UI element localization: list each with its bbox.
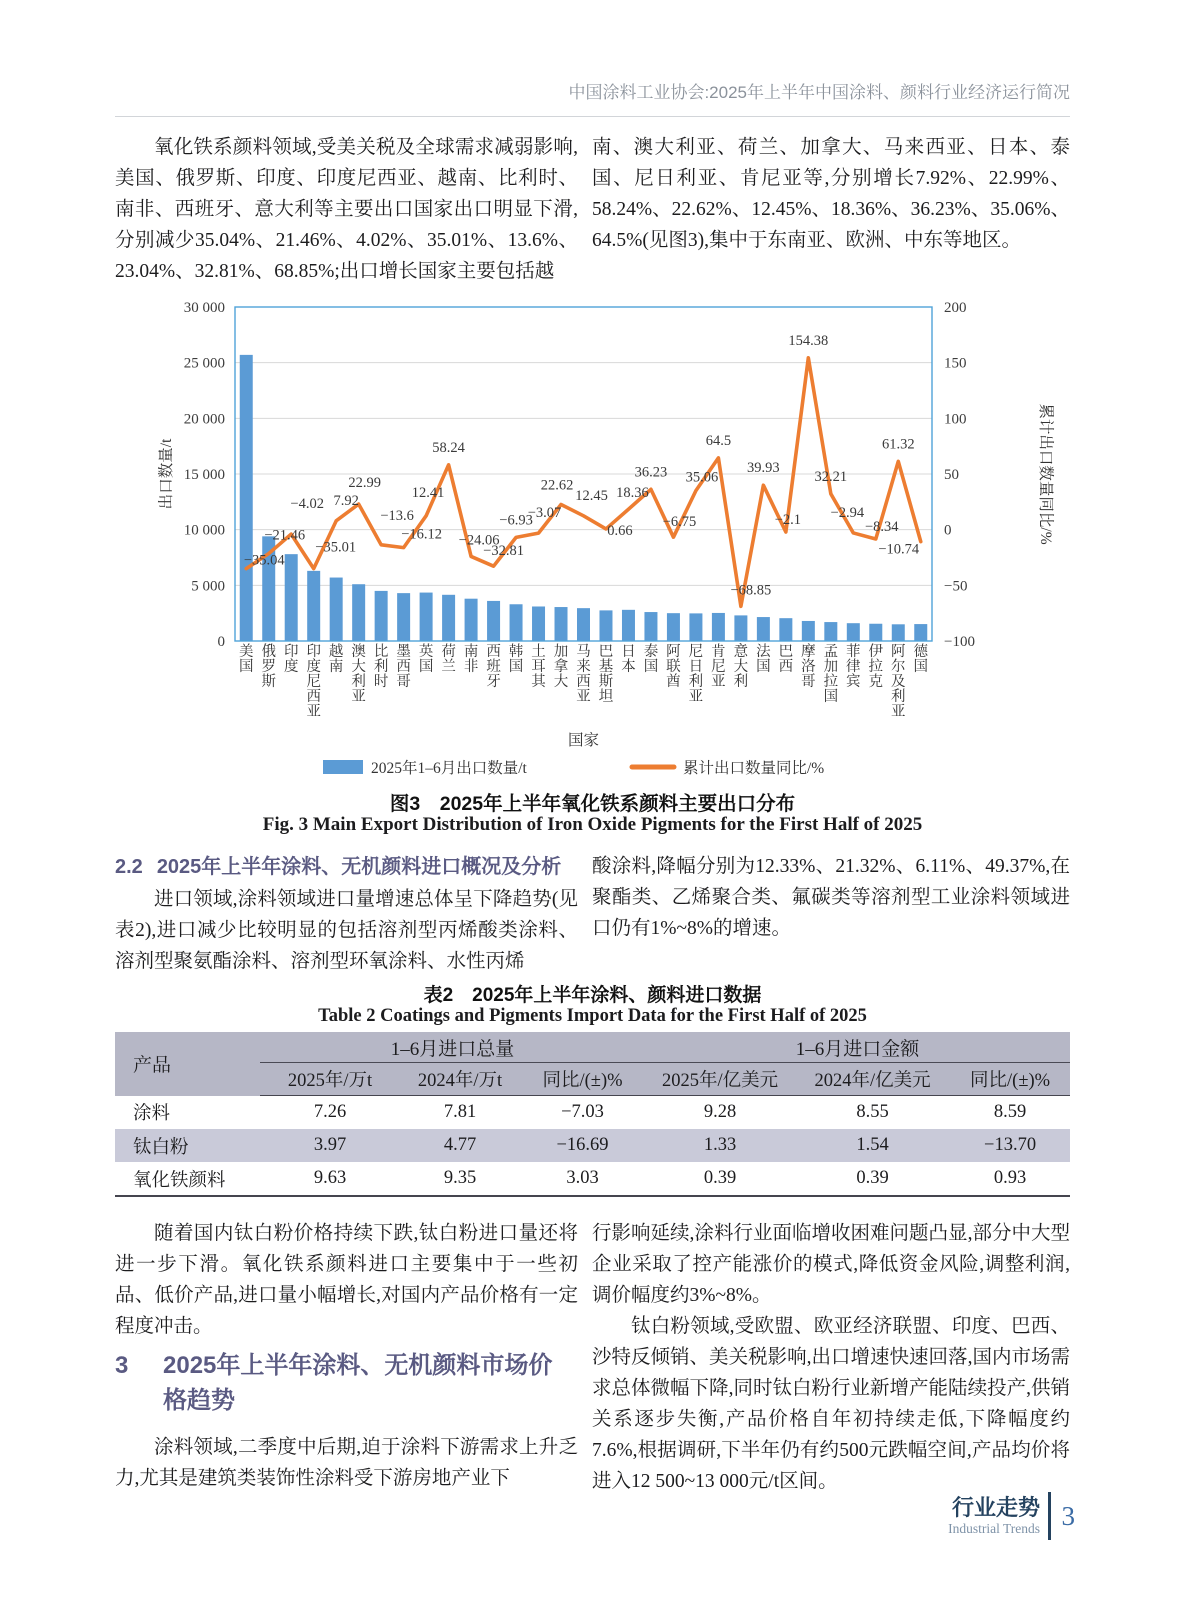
- category-label: 日本: [621, 644, 636, 675]
- left-axis-title: 出口数量/t: [158, 438, 175, 510]
- category-label: 泰国: [643, 644, 659, 675]
- section-3-number: 3: [115, 1352, 129, 1379]
- table-cell: 7.26: [313, 1102, 347, 1122]
- line-data-label: 12.41: [411, 484, 445, 501]
- table-cell: 0.39: [703, 1168, 737, 1188]
- right-axis-tick: −50: [944, 578, 968, 595]
- line-data-label: −35.01: [315, 539, 357, 556]
- legend-bar-label: 2025年1–6月出口数量/t: [371, 760, 527, 777]
- bar: [240, 355, 253, 641]
- intro-paragraph-right: 南、澳大利亚、荷兰、加拿大、马来西亚、日本、泰国、尼日利亚、肯尼亚等,分别增长7.92%、22.99%、58.24%、22.62%、12.45%、18.36%、36.23%、35.06%、64.5%(见图3),集中于东南亚、欧洲、中东等地区。: [592, 137, 1070, 251]
- bar: [555, 607, 568, 641]
- section-2-2-number: 2.2: [115, 856, 143, 878]
- right-axis-tick: −100: [944, 634, 975, 650]
- category-label: 阿联酋: [666, 644, 681, 690]
- right-axis-tick: 0: [944, 522, 952, 539]
- product-name: 氧化铁颜料: [133, 1170, 226, 1191]
- category-label: 荷兰: [441, 644, 456, 675]
- line-data-label: −4.02: [290, 496, 324, 513]
- imports-table: [115, 1032, 1070, 1197]
- line-data-label: −21.46: [264, 527, 306, 544]
- line-data-label: 61.32: [881, 436, 915, 453]
- line-data-label: 39.93: [747, 460, 780, 477]
- header-rule: [115, 116, 1070, 117]
- table2-container: [115, 1032, 1070, 1197]
- lower-paragraph-right-2: 钛白粉领域,受欧盟、欧亚经济联盟、印度、巴西、沙特反倾销、美关税影响,出口增速快速回落,国内市场需求总体微幅下降,同时钛白粉行业新增产能陆续投产,供销关系逐步失衡,产品价格自年初持续走低,下降幅度约7.6%,根据调研,下半年仍有约500元跌幅空间,产品均价将进入12 500~13 000元/t区间。: [592, 1316, 1070, 1492]
- line-data-label: −24.06: [458, 532, 500, 549]
- bar: [352, 584, 365, 641]
- table-cell: −16.69: [520, 1129, 645, 1162]
- table-row: [115, 1162, 1070, 1196]
- category-label: 巴西: [778, 644, 794, 675]
- bar: [689, 613, 702, 641]
- line-data-label: 0.66: [607, 522, 633, 539]
- col-header-2025t: 2025年/万t: [260, 1063, 400, 1096]
- col-header-yoy-volume: 同比/(±)%: [520, 1063, 645, 1096]
- left-axis-tick: 15 000: [183, 467, 225, 483]
- line-data-label: 64.5: [705, 432, 732, 449]
- bar: [465, 599, 478, 641]
- category-label: 阿尔及利亚: [891, 644, 906, 720]
- lower-column-right: [592, 1218, 1070, 1497]
- bar: [757, 617, 770, 641]
- intro-paragraph-left: 氧化铁系颜料领域,受美关税及全球需求减弱影响,美国、俄罗斯、印度、印度尼西亚、越南、比利时、南非、西班牙、意大利等主要出口国家出口明显下滑,分别减少35.04%、21.46%、4.02%、35.01%、13.6%、23.04%、32.81%、68.85%;出口增长国家主要包括越: [115, 137, 578, 282]
- category-label: 土耳其: [531, 644, 546, 690]
- bar: [712, 613, 725, 641]
- left-axis-tick: 30 000: [183, 300, 225, 316]
- line-data-label: 35.06: [685, 469, 719, 486]
- bar: [442, 595, 455, 641]
- category-label: 法国: [756, 644, 771, 675]
- line-data-label: 22.99: [348, 475, 381, 492]
- table-cell: 8.59: [993, 1102, 1027, 1122]
- running-header: 中国涂料工业协会:2025年上半年中国涂料、颜料行业经济运行简况: [568, 83, 1070, 102]
- bar: [577, 608, 590, 641]
- table-cell: 0.93: [993, 1168, 1027, 1188]
- table-row: [115, 1129, 1070, 1162]
- line-data-label: 58.24: [432, 439, 465, 456]
- table-cell: 9.35: [443, 1168, 477, 1188]
- page-number: 3: [1061, 1500, 1075, 1531]
- table-row: [115, 1096, 1070, 1130]
- left-axis-tick: 25 000: [183, 355, 225, 372]
- table-cell: 9.28: [703, 1102, 737, 1122]
- category-label: 韩国: [508, 644, 524, 675]
- line-data-label: 22.62: [540, 477, 574, 494]
- category-label: 美国: [238, 644, 254, 675]
- line-data-label: 36.23: [634, 464, 668, 481]
- legend-bar-swatch: [323, 760, 363, 774]
- table-cell: 7.81: [443, 1102, 477, 1122]
- left-axis-tick: 20 000: [183, 411, 225, 428]
- category-label: 摩洛哥: [801, 644, 816, 690]
- category-label: 巴基斯坦: [598, 644, 614, 705]
- category-label: 伊拉克: [868, 644, 884, 690]
- table-cell: 4.77: [400, 1129, 520, 1162]
- bar: [869, 624, 882, 641]
- line-data-label: −16.12: [401, 526, 443, 543]
- table-cell: 3.03: [566, 1168, 599, 1188]
- line-data-label: −6.75: [662, 514, 697, 531]
- bar: [667, 613, 680, 641]
- line-data-label: 12.45: [575, 487, 608, 504]
- group-header-volume: 1–6月进口总量: [260, 1032, 645, 1063]
- line-data-label: −13.6: [380, 507, 414, 524]
- bar: [397, 593, 410, 641]
- category-label: 尼日利亚: [688, 644, 704, 705]
- bar: [510, 604, 523, 641]
- line-data-label: 32.21: [814, 468, 848, 485]
- bar: [285, 554, 298, 641]
- right-axis-tick: 150: [944, 355, 967, 372]
- category-label: 印度尼西亚: [306, 644, 321, 720]
- bar: [532, 606, 545, 641]
- category-label: 加拿大: [553, 644, 569, 690]
- lower-paragraph-left-2: 涂料领域,二季度中后期,迫于涂料下游需求上升乏力,尤其是建筑类装饰性涂料受下游房地产业下: [115, 1437, 578, 1489]
- line-data-label: −6.93: [499, 512, 533, 529]
- figure3-caption-en: Fig. 3 Main Export Distribution of Iron Oxide Pigments for the First Half of 2025: [262, 814, 923, 835]
- lower-paragraph-left-1: 随着国内钛白粉价格持续下跌,钛白粉进口量还将进一步下滑。氧化铁系颜料进口主要集中于一些初品、低价产品,进口量小幅增长,对国内产品价格有一定程度冲击。: [115, 1223, 578, 1337]
- line-data-label: −32.81: [483, 543, 524, 560]
- table-cell: 1.33: [645, 1129, 795, 1162]
- category-label: 墨西哥: [396, 644, 411, 690]
- table-cell: 0.39: [856, 1168, 889, 1188]
- category-label: 越南: [328, 644, 344, 675]
- bar: [644, 612, 657, 641]
- line-data-label: −2.94: [830, 504, 865, 521]
- footer-divider: [1048, 1492, 1051, 1540]
- col-header-2024usd: 2024年/亿美元: [795, 1063, 950, 1096]
- bar: [824, 622, 837, 641]
- table-cell: −7.03: [561, 1102, 604, 1122]
- bar: [734, 615, 747, 641]
- right-axis-tick: 100: [944, 411, 967, 428]
- line-data-label: −35.04: [243, 552, 285, 569]
- footer-rubric: [948, 1496, 1040, 1537]
- table2-caption-zh: 表2 2025年上半年涂料、颜料进口数据: [423, 985, 762, 1006]
- category-label: 南非: [463, 644, 479, 675]
- category-label: 印度: [283, 644, 299, 675]
- bar: [487, 601, 500, 641]
- line-data-label: −10.74: [878, 541, 920, 558]
- figure3-caption-zh: 图3 2025年上半年氧化铁系颜料主要出口分布: [389, 793, 796, 815]
- category-label: 澳大利亚: [351, 644, 366, 705]
- bar: [375, 591, 388, 641]
- footer-rubric-zh: 行业走势: [951, 1494, 1040, 1520]
- line-data-label: −8.34: [865, 518, 899, 535]
- category-label: 孟加拉国: [823, 644, 839, 705]
- export-combo-chart: [127, 290, 1075, 778]
- col-header-2024t: 2024年/万t: [400, 1063, 520, 1096]
- table2-caption-en: Table 2 Coatings and Pigments Import Data for the First Half of 2025: [318, 1006, 867, 1026]
- right-axis-tick: 200: [944, 300, 967, 316]
- left-axis-tick: 10 000: [183, 522, 225, 539]
- category-label: 西班牙: [486, 644, 501, 690]
- figure3-chart: [127, 290, 1075, 778]
- x-axis-title: 国家: [567, 732, 600, 749]
- group-header-value: 1–6月进口金额: [645, 1032, 1070, 1063]
- lower-paragraph-right-1: 行影响延续,涂料行业面临增收困难问题凸显,部分中大型企业采取了控产能涨价的模式,降低资金风险,调整利润,调价幅度约3%~8%。: [592, 1223, 1070, 1306]
- section-3-title: 2025年上半年涂料、无机颜料市场价格趋势: [163, 1352, 553, 1414]
- category-label: 英国: [418, 644, 434, 675]
- product-name: 钛白粉: [115, 1129, 260, 1162]
- line-data-label: −3.07: [527, 505, 562, 522]
- category-label: 意大利: [733, 644, 749, 690]
- table-cell: −13.70: [950, 1129, 1070, 1162]
- category-label: 肯尼亚: [711, 644, 726, 690]
- category-label: 马来西亚: [576, 644, 591, 705]
- bar: [779, 618, 792, 641]
- bar: [847, 623, 860, 641]
- right-axis-title: 累计出口数量同比/%: [1037, 403, 1054, 545]
- footer-rubric-en: Industrial Trends: [948, 1520, 1040, 1536]
- bar: [622, 610, 635, 641]
- category-label: 德国: [913, 644, 929, 675]
- line-data-label: −68.85: [730, 582, 772, 599]
- category-label: 菲律宾: [846, 644, 861, 690]
- section-2-2-paragraph-left: 进口领域,涂料领域进口量增速总体呈下降趋势(见表2),进口减少比较明显的包括溶剂型丙烯酸类涂料、溶剂型聚氨酯涂料、溶剂型环氧涂料、水性丙烯: [115, 889, 578, 972]
- table-cell: 1.54: [795, 1129, 950, 1162]
- bar: [892, 624, 905, 641]
- right-axis-tick: 50: [944, 467, 959, 483]
- bar: [307, 571, 320, 641]
- line-data-label: 7.92: [333, 492, 359, 509]
- bar: [420, 593, 433, 641]
- bar: [914, 624, 927, 641]
- line-data-label: −2.1: [774, 512, 802, 529]
- table-cell: 9.63: [313, 1168, 347, 1188]
- line-data-label: 154.38: [788, 332, 829, 349]
- col-header-product: 产品: [115, 1032, 260, 1096]
- col-header-yoy-value: 同比/(±)%: [950, 1063, 1070, 1096]
- product-name: 涂料: [133, 1104, 171, 1125]
- table-cell: 3.97: [260, 1129, 400, 1162]
- col-header-2025usd: 2025年/亿美元: [645, 1063, 795, 1096]
- bar: [330, 578, 343, 641]
- bar: [599, 610, 612, 641]
- section-3-heading: [115, 1348, 585, 1418]
- category-label: 俄罗斯: [261, 644, 276, 690]
- legend-line-label: 累计出口数量同比/%: [683, 760, 825, 777]
- category-label: 比利时: [373, 644, 389, 690]
- section-2-2-heading: [115, 850, 585, 879]
- table-cell: 8.55: [856, 1102, 889, 1122]
- section-2-2-paragraph-right: 酸涂料,降幅分别为12.33%、21.32%、6.11%、49.37%,在聚酯类、乙烯聚合类、氟碳类等溶剂型工业涂料领域进口仍有1%~8%的增速。: [592, 856, 1070, 939]
- left-axis-tick: 0: [217, 634, 225, 650]
- left-axis-tick: 5 000: [191, 578, 225, 595]
- section-2-2-title: 2025年上半年涂料、无机颜料进口概况及分析: [156, 856, 562, 878]
- page-footer: [830, 1492, 1075, 1540]
- bar: [802, 621, 815, 641]
- line-data-label: 18.36: [616, 485, 649, 502]
